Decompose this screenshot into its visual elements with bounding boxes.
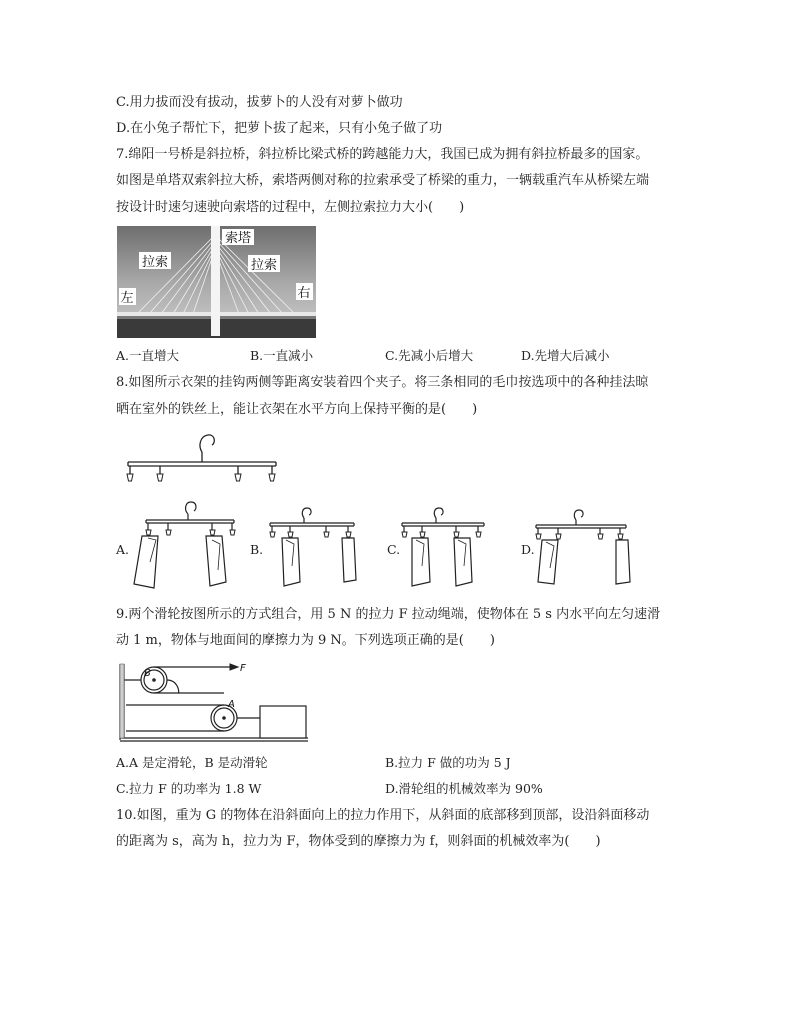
- hanger-option-c: [398, 506, 498, 590]
- label-cable-right: 拉索: [250, 258, 278, 273]
- label-tower: 索塔: [224, 231, 252, 246]
- q9-text-line1: 9.两个滑轮按图所示的方式组合，用 5 N 的拉力 F 拉动绳端，使物体在 5 s 内水平向左匀速滑: [116, 607, 661, 622]
- label-force-f: F: [240, 663, 246, 674]
- q8-option-a-letter: A.: [116, 542, 130, 557]
- q9-option-c: C.拉力 F 的功率为 1.8 W: [116, 781, 262, 796]
- q9-text-line2: 动 1 m，物体与地面间的摩擦力为 9 N。下列选项正确的是( ): [116, 633, 495, 648]
- q7-text-line1: 7.绵阳一号桥是斜拉桥，斜拉桥比梁式桥的跨越能力大，我国已成为拥有斜拉桥最多的国家。: [116, 147, 649, 162]
- q10-text-line2: 的距离为 s，高为 h，拉力为 F，物体受到的摩擦力为 f，则斜面的机械效率为( ): [116, 834, 601, 849]
- q7-option-d: D.先增大后减小: [521, 348, 610, 363]
- q8-text-line1: 8.如图所示衣架的挂钩两侧等距离安装着四个夹子。将三条相同的毛巾按选项中的各种挂法晾: [116, 375, 649, 390]
- q6-option-c: C.用力拔而没有拔动，拔萝卜的人没有对萝卜做功: [116, 95, 403, 110]
- label-cable-left: 拉索: [141, 255, 169, 270]
- q8-option-c-letter: C.: [387, 542, 401, 557]
- cable-stayed-bridge-photo: [117, 226, 316, 338]
- label-pulley-a: A: [228, 699, 235, 710]
- label-left: 左: [120, 291, 134, 306]
- hanger-option-a: [124, 500, 244, 592]
- q9-option-a: A.A 是定滑轮，B 是动滑轮: [116, 755, 268, 770]
- q6-option-d: D.在小兔子帮忙下，把萝卜拔了起来，只有小兔子做了功: [116, 121, 443, 136]
- q7-text-line3: 按设计时速匀速驶向索塔的过程中，左侧拉索拉力大小( ): [116, 200, 465, 215]
- q8-option-d-letter: D.: [521, 542, 535, 557]
- q9-option-b: B.拉力 F 做的功为 5 J: [385, 755, 511, 770]
- bridge-tower: [211, 226, 220, 336]
- q8-text-line2: 晒在室外的铁丝上，能让衣架在水平方向上保持平衡的是( ): [116, 402, 478, 417]
- q7-option-c: C.先减小后增大: [385, 348, 474, 363]
- label-pulley-b: B: [144, 668, 151, 679]
- hanger-option-b: [264, 506, 364, 590]
- hanger-option-d: [532, 508, 636, 592]
- q10-text-line1: 10.如图，重为 G 的物体在沿斜面向上的拉力作用下，从斜面的底部移到顶部，设沿斜面移动: [116, 808, 650, 823]
- q8-option-b-letter: B.: [250, 542, 264, 557]
- hanger-main-figure: [118, 428, 288, 492]
- q7-text-line2: 如图是单塔双索斜拉大桥，索塔两侧对称的拉索承受了桥梁的重力，一辆载重汽车从桥梁左端: [116, 173, 650, 188]
- q7-option-b: B.一直减小: [250, 348, 314, 363]
- label-right: 右: [297, 286, 311, 301]
- q7-option-a: A.一直增大: [116, 348, 180, 363]
- q9-option-d: D.滑轮组的机械效率为 90%: [385, 781, 543, 796]
- pulley-system-figure: [118, 660, 312, 744]
